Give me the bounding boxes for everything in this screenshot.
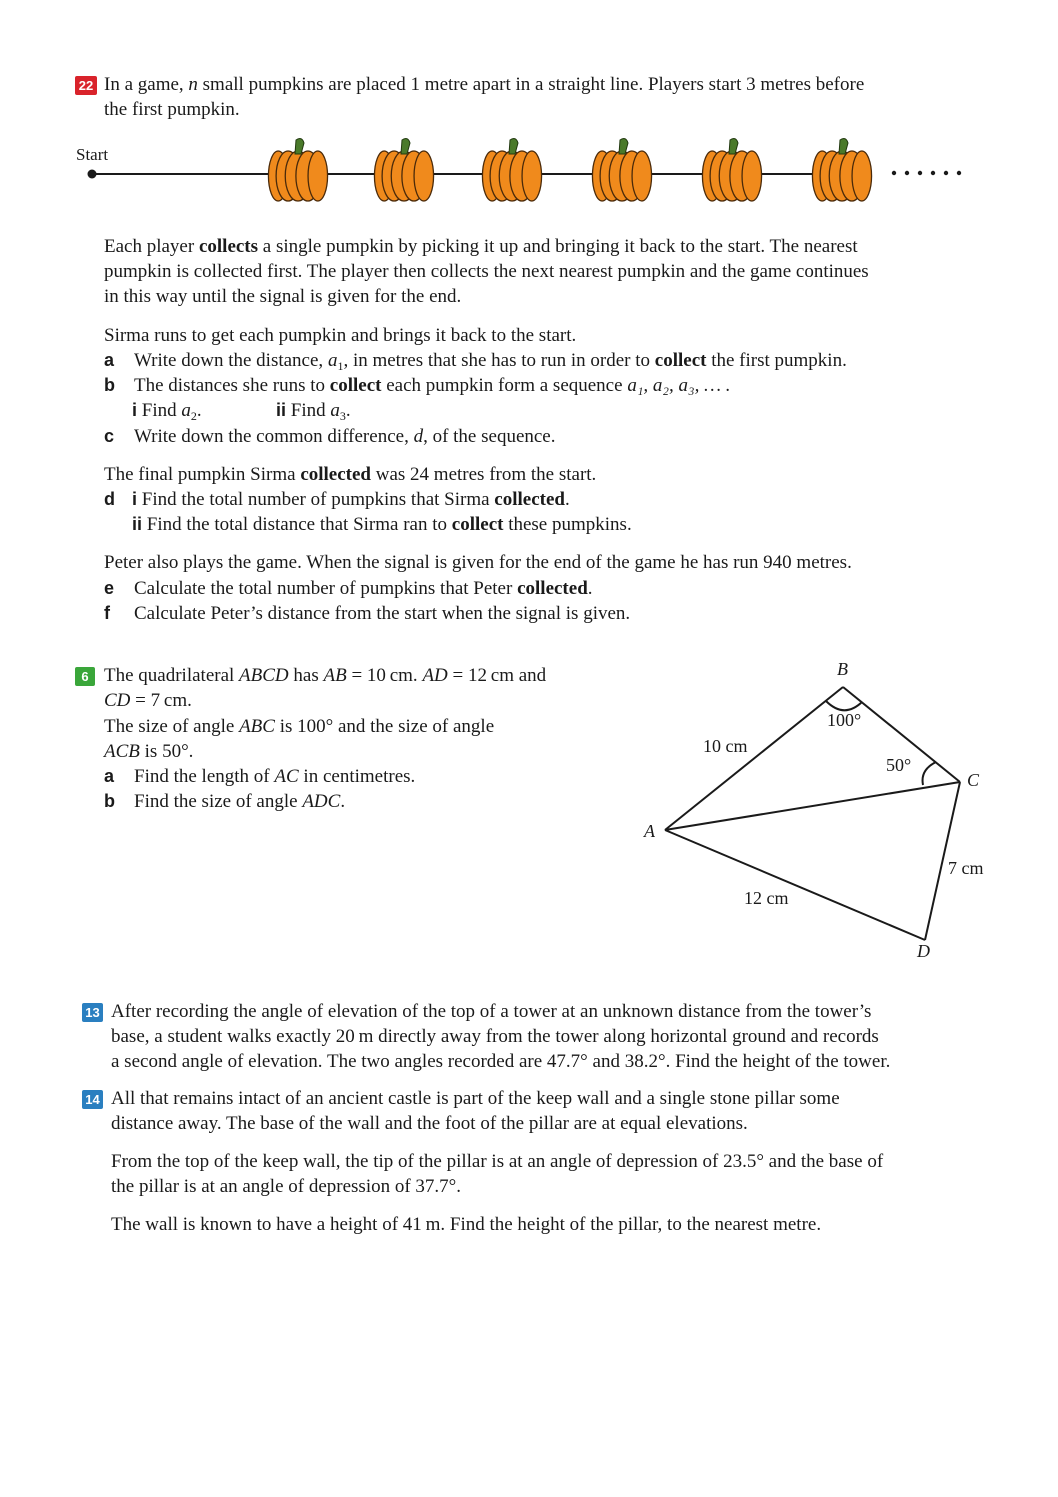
- var: AD: [422, 665, 448, 686]
- subpart-label-i: i: [132, 400, 138, 420]
- text: The distances she runs to: [134, 375, 330, 396]
- text: small pumpkins are placed 1 metre apart in a straight line. Players start 3 metres before: [197, 74, 865, 95]
- part-label-d: d: [104, 489, 115, 509]
- q22-para1-line3: in this way until the signal is given for the end.: [104, 286, 462, 307]
- q14-line3: From the top of the keep wall, the tip of the pillar is at an angle of depression of 23.5° and the base of: [111, 1151, 884, 1172]
- var: d: [413, 426, 424, 447]
- pumpkin-icon: [812, 139, 871, 201]
- angle-b-label: 100°: [827, 710, 862, 730]
- var: ACB: [104, 741, 140, 762]
- q13-line1: After recording the angle of elevation of the top of a tower at an unknown distance from the tower’s: [111, 1001, 872, 1022]
- part-label-a: a: [104, 766, 115, 786]
- q14-line5: The wall is known to have a height of 41 m. Find the height of the pillar, to the nearest metre.: [111, 1214, 822, 1235]
- text: has: [288, 665, 324, 686]
- q6-line2: [104, 688, 192, 713]
- angle-c-label: 50°: [886, 755, 912, 775]
- q22-intro-line2: the first pumpkin.: [104, 99, 240, 120]
- var: AB: [323, 665, 347, 686]
- text: Calculate the total number of pumpkins that Peter: [134, 578, 518, 599]
- var: a: [181, 400, 191, 421]
- pumpkin-icon: [482, 139, 541, 201]
- pumpkin-icon: [702, 139, 761, 201]
- text: Write down the distance,: [134, 350, 328, 371]
- q6-line3: [104, 714, 494, 739]
- q22-para2: Sirma runs to get each pumpkin and brings it back to the start.: [104, 325, 577, 346]
- text: = 10 cm.: [346, 665, 423, 686]
- text: The size of angle: [104, 716, 240, 737]
- part-label-f: f: [104, 603, 110, 623]
- text: Find: [141, 400, 182, 421]
- text: these pumpkins.: [503, 514, 632, 535]
- side-ad: [665, 830, 925, 940]
- vertex-c: C: [967, 770, 980, 790]
- text: Find the length of: [134, 766, 275, 787]
- q22-part-b-subparts: i Find $a_2$.: [132, 400, 202, 423]
- pumpkin-icon: [268, 139, 327, 201]
- vertex-b: B: [837, 659, 848, 679]
- text: = 12 cm and: [447, 665, 547, 686]
- var: n: [188, 74, 198, 95]
- text: is 50°.: [139, 741, 194, 762]
- var: CD: [104, 690, 131, 711]
- text: is 100° and the size of angle: [274, 716, 495, 737]
- q22-para1-line1: [104, 234, 858, 259]
- q6-line4: [104, 739, 193, 764]
- bold-text: collected: [517, 578, 588, 599]
- q22-part-b-ii: ii Find $a_3$.: [276, 400, 351, 423]
- vertex-d: D: [917, 941, 930, 961]
- bold-text: collects: [198, 236, 259, 257]
- question-number-badge: 14: [82, 1090, 103, 1109]
- sequence: a₁, a₂, a₃, … .: [627, 375, 731, 396]
- q22-part-d-ii: [132, 512, 632, 537]
- q22-part-d-i: i Find the total number of pumpkins that Sirma collected.: [132, 489, 570, 510]
- start-label: Start: [76, 145, 109, 164]
- pumpkin-line-diagram: [0, 136, 1058, 216]
- subpart-label-ii: ii: [132, 514, 143, 534]
- bold-text: collected: [494, 489, 565, 510]
- q14-line2: distance away. The base of the wall and the foot of the pillar are at equal elevations.: [111, 1113, 748, 1134]
- subpart-label-i: i: [132, 489, 138, 509]
- subscript: 3: [339, 409, 346, 423]
- subscript: 1: [337, 359, 344, 373]
- vertex-a: A: [644, 821, 655, 841]
- pumpkin-icon: [374, 139, 433, 201]
- text: Find the total number of pumpkins that Sirma: [141, 489, 495, 510]
- q13-line2: base, a student walks exactly 20 m directly away from the tower along horizontal ground and records: [111, 1026, 879, 1047]
- q13-line3: a second angle of elevation. The two angles recorded are 47.7° and 38.2°. Find the height of the tower.: [111, 1051, 891, 1072]
- q22-part-f: Calculate Peter’s distance from the start when the signal is given.: [134, 603, 631, 624]
- angle-arc-c: [923, 762, 936, 785]
- q14-line4: the pillar is at an angle of depression of 37.7°.: [111, 1176, 462, 1197]
- text: a single pumpkin by picking it up and bringing it back to the start. The nearest: [258, 236, 858, 257]
- text: Write down the common difference,: [134, 426, 414, 447]
- var: a: [327, 350, 338, 371]
- length-ad: 12 cm: [744, 888, 789, 908]
- part-label-b: b: [104, 375, 115, 395]
- text: The final pumpkin Sirma: [104, 464, 301, 485]
- q22-para1-line2: pumpkin is collected first. The player then collects the next nearest pumpkin and the game continues: [104, 261, 869, 282]
- part-label-a: a: [104, 350, 115, 370]
- part-label-e: e: [104, 578, 115, 598]
- part-label-c: c: [104, 426, 115, 446]
- var: a: [330, 400, 340, 421]
- text: in centimetres.: [298, 766, 416, 787]
- quadrilateral-diagram: [630, 655, 1030, 965]
- q22-part-e: Calculate the total number of pumpkins that Peter collected.: [134, 578, 593, 599]
- var: AC: [274, 766, 299, 787]
- text: Find: [290, 400, 331, 421]
- q6-line1: [104, 663, 546, 688]
- side-ab: [665, 687, 843, 830]
- var: ABC: [239, 716, 275, 737]
- var: ABCD: [239, 665, 289, 686]
- text: , in metres that she has to run in order to: [343, 350, 655, 371]
- length-ab: 10 cm: [703, 736, 748, 756]
- text: In a game,: [104, 74, 189, 95]
- q14-line1: All that remains intact of an ancient castle is part of the keep wall and a single stone pillar some: [111, 1088, 840, 1109]
- part-label-b: b: [104, 791, 115, 811]
- question-number-badge: 22: [75, 76, 97, 95]
- text: = 7 cm.: [130, 690, 192, 711]
- bold-text: collect: [451, 514, 504, 535]
- bold-text: collected: [300, 464, 371, 485]
- q22-part-a: [134, 348, 847, 373]
- text: , of the sequence.: [423, 426, 556, 447]
- question-number-badge: 6: [75, 667, 95, 686]
- text: Find the total distance that Sirma ran to: [146, 514, 452, 535]
- q22-part-c: [134, 424, 556, 449]
- subpart-label-ii: ii: [276, 400, 287, 420]
- text: each pumpkin form a sequence: [381, 375, 628, 396]
- question-number-badge: 13: [82, 1003, 103, 1022]
- text: the first pumpkin.: [706, 350, 847, 371]
- q22-para3: [104, 462, 596, 487]
- text: Each player: [104, 236, 199, 257]
- subscript: 2: [190, 409, 197, 423]
- dots-ellipsis: [892, 171, 961, 175]
- diagonal-ac: [665, 782, 960, 830]
- q6-part-a: [134, 764, 415, 789]
- text: The quadrilateral: [104, 665, 240, 686]
- angle-arc-b: [826, 701, 862, 710]
- pumpkin-icon: [592, 139, 651, 201]
- q22-para4: Peter also plays the game. When the signal is given for the end of the game he has run 940 metres.: [104, 552, 852, 573]
- var: ADC: [302, 791, 341, 812]
- q22-intro-line1: [104, 72, 864, 97]
- q6-part-b: Find the size of angle ADC.: [134, 791, 346, 812]
- text: was 24 metres from the start.: [371, 464, 597, 485]
- q22-part-b: [134, 373, 731, 398]
- text: Find the size of angle: [134, 791, 303, 812]
- bold-text: collect: [654, 350, 707, 371]
- bold-text: collect: [329, 375, 382, 396]
- length-cd: 7 cm: [948, 858, 984, 878]
